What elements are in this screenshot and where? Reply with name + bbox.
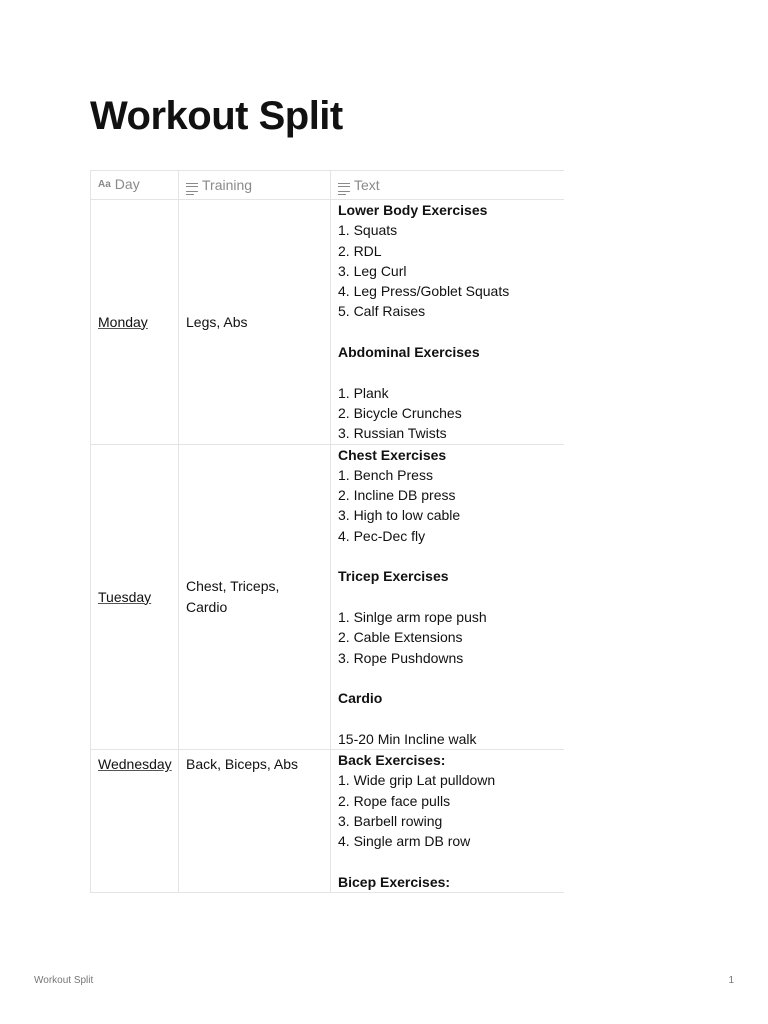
blank-line — [338, 587, 557, 607]
exercise-heading: Bicep Exercises: — [338, 873, 451, 890]
column-header-day[interactable] — [91, 171, 179, 200]
exercise-item: 1. Sinlge arm rope push — [338, 608, 487, 625]
day-cell — [91, 200, 179, 445]
exercise-item: 1. Wide grip Lat pulldown — [338, 772, 496, 789]
footer-page-number: 1 — [728, 975, 734, 986]
blank-line — [338, 322, 557, 342]
exercise-item: 2. Rope face pulls — [338, 792, 451, 809]
table-header-row — [91, 171, 565, 200]
aa-text-icon: Aa — [98, 179, 111, 191]
text-cell — [331, 750, 565, 893]
exercise-item: 4. Leg Press/Goblet Squats — [338, 283, 510, 300]
exercise-item: 4. Pec-Dec fly — [338, 527, 426, 544]
exercise-item: 1. Bench Press — [338, 466, 433, 483]
exercise-heading: Back Exercises: — [338, 752, 446, 769]
column-header-label: Text — [354, 176, 380, 193]
training-cell: Chest, Triceps, Cardio — [179, 444, 331, 749]
exercise-heading: Chest Exercises — [338, 446, 447, 463]
day-cell — [91, 444, 179, 749]
blank-line — [338, 668, 557, 688]
table-row — [91, 200, 565, 445]
column-header-training[interactable] — [179, 171, 331, 200]
exercise-item: 3. Rope Pushdowns — [338, 649, 464, 666]
table-row — [91, 750, 565, 893]
exercise-item: 3. Leg Curl — [338, 262, 407, 279]
column-header-label: Training — [202, 176, 253, 193]
exercise-heading: Cardio — [338, 690, 383, 707]
column-header-label: Day — [114, 176, 140, 193]
exercise-item: 2. Incline DB press — [338, 487, 456, 504]
exercise-item: 3. Russian Twists — [338, 425, 447, 442]
table-body — [91, 200, 565, 893]
training-cell: Back, Biceps, Abs — [179, 750, 331, 893]
exercise-item: 5. Calf Raises — [338, 303, 426, 320]
text-lines-icon — [186, 183, 198, 192]
day-link[interactable]: Monday — [98, 313, 148, 330]
day-link[interactable]: Tuesday — [98, 588, 152, 605]
training-cell: Legs, Abs — [179, 200, 331, 445]
footer-document-title: Workout Split — [34, 975, 94, 986]
day-link[interactable]: Wednesday — [98, 756, 172, 773]
page-title: Workout Split — [90, 94, 343, 138]
exercise-item: 1. Squats — [338, 222, 398, 239]
blank-line — [338, 546, 557, 566]
exercise-heading: Lower Body Exercises — [338, 202, 488, 218]
blank-line — [338, 362, 557, 382]
day-cell — [91, 750, 179, 893]
table-row — [91, 444, 565, 749]
database-table — [90, 170, 564, 893]
exercise-item: 3. Barbell rowing — [338, 812, 443, 829]
exercise-item: 2. Cable Extensions — [338, 629, 463, 646]
exercise-item: 2. Bicycle Crunches — [338, 404, 462, 421]
column-header-text[interactable] — [331, 171, 565, 200]
text-cell — [331, 444, 565, 749]
text-cell — [331, 200, 565, 445]
exercise-item: 2. RDL — [338, 242, 382, 259]
text-lines-icon — [338, 183, 350, 192]
exercise-item: 1. Plank — [338, 384, 389, 401]
exercise-item: 15-20 Min Incline walk — [338, 730, 477, 747]
exercise-item: 3. High to low cable — [338, 507, 461, 524]
exercise-heading: Abdominal Exercises — [338, 344, 480, 361]
blank-line — [338, 852, 557, 872]
database-table-container — [90, 170, 564, 931]
exercise-item: 4. Single arm DB row — [338, 833, 471, 850]
exercise-heading: Tricep Exercises — [338, 568, 449, 585]
blank-line — [338, 708, 557, 728]
